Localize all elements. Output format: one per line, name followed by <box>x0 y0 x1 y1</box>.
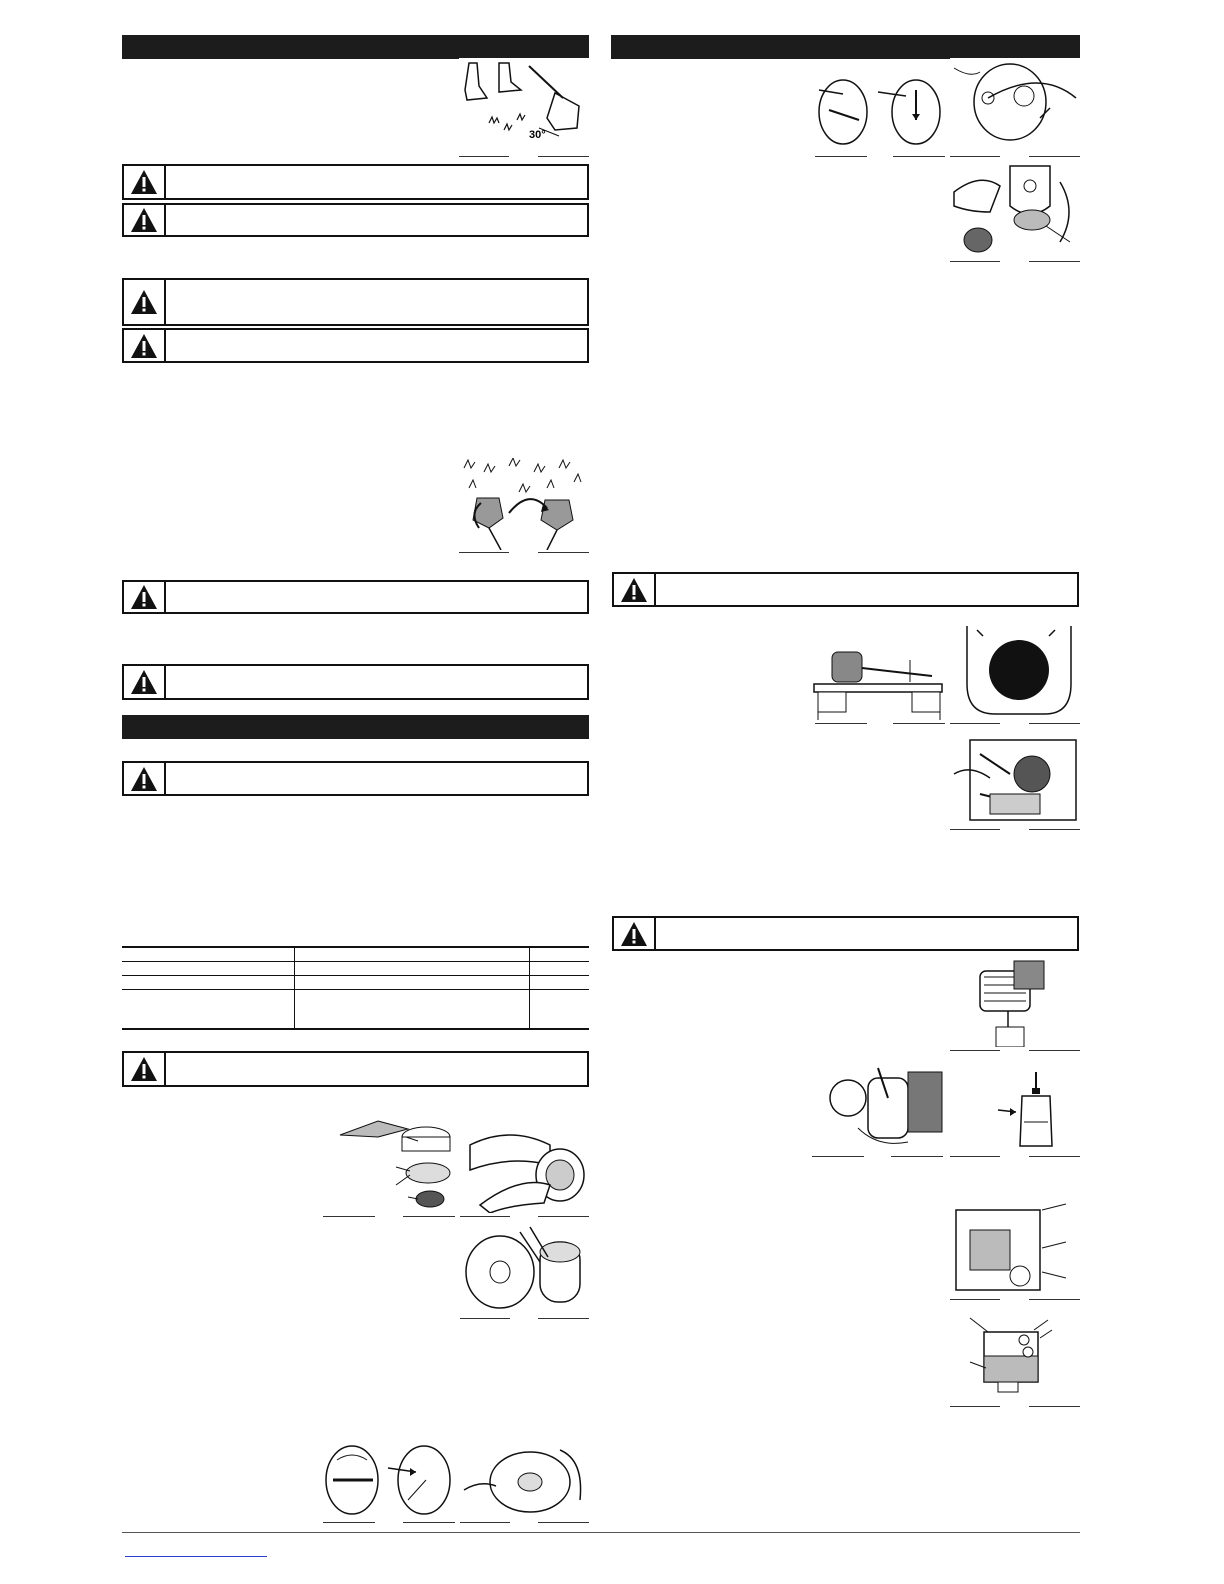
table-row <box>122 961 589 975</box>
figure-caption-rule <box>812 1156 864 1157</box>
figure-spool-right-1 <box>815 70 870 150</box>
warning-box <box>122 203 589 237</box>
section-header-bar-1 <box>122 35 589 59</box>
figure-caption-rule <box>950 1156 1000 1157</box>
figure-caption-rule <box>323 1216 375 1217</box>
figure-caption-rule <box>815 156 867 157</box>
figure-caption-rule <box>950 829 1000 830</box>
warning-triangle-icon <box>130 289 158 315</box>
warning-box <box>612 916 1079 951</box>
figure-engine-detail <box>950 734 1080 826</box>
figure-caption-rule <box>893 156 945 157</box>
figure-trimming-angle <box>459 58 589 154</box>
warning-box <box>122 761 589 796</box>
figure-caption-rule <box>1029 1156 1080 1157</box>
figure-caption-rule <box>538 156 589 157</box>
figure-caption-rule <box>460 1318 510 1319</box>
figure-caption-rule <box>538 552 589 553</box>
figure-caption-rule <box>1029 156 1080 157</box>
warning-triangle-icon <box>130 766 158 792</box>
warning-box <box>612 572 1079 607</box>
warning-box <box>122 164 589 200</box>
figure-caption-rule <box>950 1050 1000 1051</box>
figure-caption-rule <box>538 1216 589 1217</box>
figure-caption-rule <box>323 1522 375 1523</box>
table-row <box>122 989 589 1029</box>
figure-caption-rule <box>538 1318 589 1319</box>
maintenance-table <box>122 946 589 1030</box>
figure-gearbox-lubrication <box>828 1058 943 1153</box>
warning-triangle-icon <box>130 333 158 359</box>
figure-caption-rule <box>460 1522 510 1523</box>
figure-caption-rule <box>538 1522 589 1523</box>
figure-caption-rule <box>893 723 945 724</box>
figure-spool-reassembly <box>950 162 1080 258</box>
figure-caption-rule <box>1029 1299 1080 1300</box>
figure-spool-right-2 <box>876 70 944 150</box>
figure-spool-arrow-2 <box>386 1440 454 1520</box>
figure-caption-rule <box>460 1216 510 1217</box>
table-row <box>122 975 589 989</box>
warning-triangle-icon <box>130 669 158 695</box>
figure-trimmer-on-bench <box>812 624 944 720</box>
warning-box <box>122 328 589 363</box>
figure-oil-bottle <box>996 1070 1056 1150</box>
warning-triangle-icon <box>620 921 648 947</box>
figure-caption-rule <box>1029 829 1080 830</box>
figure-hands-removing-spool <box>460 1115 589 1213</box>
warning-box <box>122 580 589 614</box>
figure-caption-rule <box>459 552 509 553</box>
figure-caption-rule <box>403 1216 455 1217</box>
footer-link-underline[interactable] <box>125 1556 267 1557</box>
section-header-bar-2 <box>122 715 589 739</box>
figure-fuel-filter <box>950 955 1080 1047</box>
figure-caption-rule <box>950 723 1000 724</box>
figure-spool-arrow-1 <box>323 1440 381 1520</box>
figure-caption-rule <box>950 156 1000 157</box>
figure-caption-rule <box>1029 1050 1080 1051</box>
figure-air-filter-diagram <box>968 1312 1060 1404</box>
figure-caption-rule <box>950 1299 1000 1300</box>
figure-trimmer-head-exploded <box>338 1115 458 1213</box>
warning-triangle-icon <box>130 1056 158 1082</box>
warning-box <box>122 664 589 700</box>
figure-caption-rule <box>1029 1406 1080 1407</box>
figure-air-filter-cover <box>955 624 1080 720</box>
warning-box <box>122 278 589 326</box>
figure-spool-winding <box>460 1440 589 1520</box>
figure-scything-motion <box>459 458 589 550</box>
angle-label: 30° <box>529 129 546 141</box>
footer-rule <box>122 1532 1080 1533</box>
table-row <box>122 947 589 961</box>
warning-triangle-icon <box>620 577 648 603</box>
figure-spool-housing <box>460 1222 589 1316</box>
warning-triangle-icon <box>130 584 158 610</box>
section-header-bar-3 <box>611 35 1080 59</box>
warning-triangle-icon <box>130 207 158 233</box>
figure-caption-rule <box>891 1156 943 1157</box>
figure-carburetor-adjust <box>950 1200 1080 1296</box>
figure-caption-rule <box>950 1406 1000 1407</box>
warning-triangle-icon <box>130 169 158 195</box>
figure-caption-rule <box>815 723 867 724</box>
figure-caption-rule <box>950 261 1000 262</box>
figure-caption-rule <box>459 156 509 157</box>
figure-caption-rule <box>1029 261 1080 262</box>
figure-caption-rule <box>403 1522 455 1523</box>
figure-caption-rule <box>1029 723 1080 724</box>
figure-spool-line-through <box>950 58 1080 152</box>
warning-box <box>122 1051 589 1087</box>
